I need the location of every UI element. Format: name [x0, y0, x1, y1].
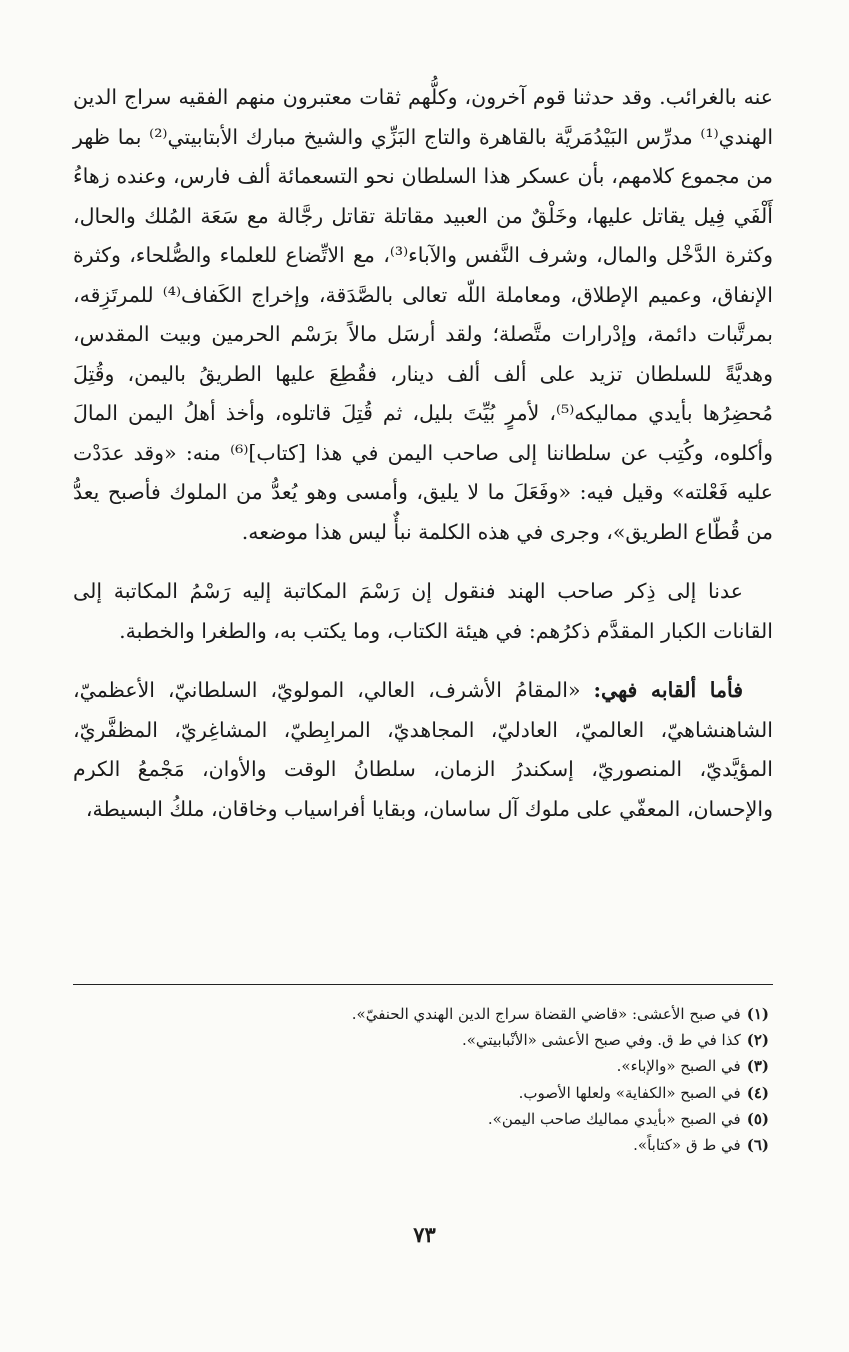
footnote-divider — [73, 984, 773, 985]
footnote-text: في صبح الأعشى: «قاضي القضاة سراج الدين الهندي الحنفيّ». — [351, 1005, 741, 1023]
footnote — [73, 1080, 769, 1106]
footnote — [73, 1106, 769, 1132]
footnote — [73, 1027, 769, 1053]
footnote — [73, 1132, 769, 1158]
paragraph-3-lead: فأما ألقابه فهي: — [593, 678, 743, 702]
footnote-number: (١) — [746, 1005, 769, 1023]
paragraph-3 — [73, 671, 773, 829]
footnote — [73, 1053, 769, 1079]
page-number: ٧٣ — [413, 1222, 436, 1247]
footnote-text: في الصبح «بأيدي مماليك صاحب اليمن». — [487, 1109, 741, 1128]
footnote-number: (٢) — [746, 1031, 769, 1050]
footnote-text: في ط ق «كتاباً». — [633, 1136, 741, 1155]
footnote-number: (٥) — [746, 1109, 769, 1128]
footnote-text: في الصبح «والإباء». — [616, 1057, 741, 1076]
footnote-text: في الصبح «الكفاية» ولعلها الأصوب. — [518, 1083, 741, 1102]
paragraph-3-text: «المقامُ الأشرف، العالي، المولويّ، السلطانيّ، الأعظميّ، الشاهنشاهيّ، العالميّ، العادليّ، المجاهديّ، المرابِطيّ، المشاغِريّ، المظفَّريّ، المؤيَّديّ، المنصوريّ، إسكندرُ الزمان، سلطانُ الوقت والأوان، مَجْمعُ الكرم والإحسان، المعفّي على ملوك آل ساسان، وبقايا أفراسياب وخاقان، ملكُ البسيطة، — [73, 678, 773, 821]
paragraph-2: عدنا إلى ذِكر صاحب الهند فنقول إن رَسْمَ المكاتبة إليه رَسْمُ المكاتبة إلى القانات الكبار المقدَّم ذكرُهم: في هيئة الكتاب، وما يكتب به، والطغرا والخطبة. — [73, 579, 773, 643]
footnote-number: (٤) — [746, 1083, 769, 1102]
footnote — [73, 1001, 769, 1027]
paragraph-1: عنه بالغرائب. وقد حدثنا قوم آخرون، وكلُّهم ثقات معتبرون منهم الفقيه سراج الدين الهندي⁽¹⁾ مدرِّس البَيْدُمَريَّة بالقاهرة والتاج البَزِّي والشيخ مبارك الأبتابيتي⁽²⁾ بما ظهر من مجموع كلامهم، بأن عسكر هذا السلطان نحو التسعمائة ألف فارس، وعنده زهاءُ أَلْفَي فِيل يقاتل عليها، وخَلْقٌ من العبيد مقاتلة تقاتل رجَّالة مع سَعَة المُلك والحال، وكثرة الدَّخْل والمال، وشرف النَّفس والآباء⁽³⁾، مع الاتِّضاع للعلماء والصُّلحاء، وكثرة الإنفاق، وعميم الإطلاق، ومعاملة اللّه تعالى بالصَّدَقة، وإخراج الكَفاف⁽⁴⁾ للمرتَزِقه، بمرتَّبات دائمة، وإدْرارات متَّصلة؛ ولقد أرسَل مالاً برَسْم الحرمين وبيت المقدس، وهديَّةً للسلطان تزيد على ألف ألف دينار، فقُطِعَ عليها الطريقُ باليمن، وقُتِلَ مُحضِرُها بأيدي مماليكه⁽⁵⁾، لأمرٍ بُيِّتَ بليل، ثم قُتِلَ قاتلوه، وأخذ أهلُ اليمن المالَ وأكلوه، وكُتِب عن سلطاننا إلى صاحب اليمن في هذا [كتاب]⁽⁶⁾ منه: «وقد عدَدْت عليه فَعْلته» وقيل فيه: «وفَعَلَ ما لا يليق، وأمسى وهو يُعدُّ من الملوك فأصبح يعدُّ من قُطّاع الطريق»، وجرى في هذه الكلمة نبأٌ ليس هذا موضعه. — [73, 85, 774, 544]
footnotes — [73, 1001, 769, 1158]
footnote-number: (٦) — [746, 1136, 769, 1155]
footnote-text: كذا في ط ق. وفي صبح الأعشى «الأنْبابيتي». — [461, 1031, 741, 1050]
main-text — [73, 78, 773, 829]
footnote-number: (٣) — [746, 1057, 769, 1076]
